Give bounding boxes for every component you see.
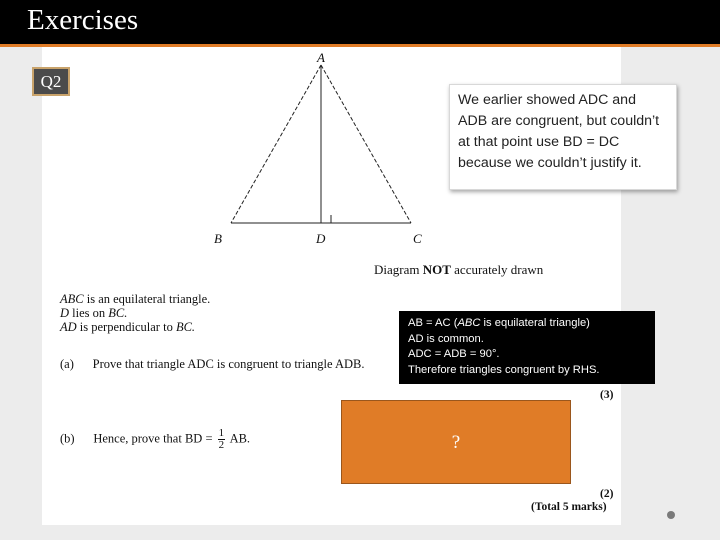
side-ab — [231, 65, 321, 223]
answer-b-reveal-box[interactable]: ? — [341, 400, 571, 484]
vertex-label-c: C — [413, 231, 422, 246]
part-b-question: (b) Hence, prove that BD = $\frac{1}{2}$ AB. — [60, 427, 251, 451]
slide-dot-icon — [667, 511, 675, 519]
vertex-label-d: D — [316, 231, 326, 246]
part-a-marks: (3) — [600, 389, 614, 401]
answer-a-box: AB = AC (ABC is equilateral triangle) AD is common. ADC = ADB = 90°. Therefore triangles congruent by RHS. — [399, 311, 655, 384]
part-b-marks: (2) — [600, 488, 614, 500]
slide-title: Exercises — [27, 4, 139, 36]
diagram-caption: Diagram NOT accurately drawn — [374, 262, 544, 277]
question-statement: ABC is an equilateral triangle. D lies on BC. AD is perpendicular to BC. — [60, 292, 211, 334]
side-ac — [321, 65, 411, 223]
part-a-question: (a) Prove that triangle ADC is congruent to triangle ADB. — [60, 357, 365, 371]
hint-note: We earlier showed ADC and ADB are congruent, but couldn’t at that point use BD = DC because we couldn’t justify it. — [449, 84, 677, 190]
vertex-label-b: B — [214, 231, 222, 246]
question-badge: Q2 — [32, 67, 70, 96]
fraction-half: $\frac{1}{2}$ — [218, 427, 225, 451]
total-marks: (Total 5 marks) — [531, 501, 607, 513]
vertex-label-a: A — [317, 50, 325, 65]
